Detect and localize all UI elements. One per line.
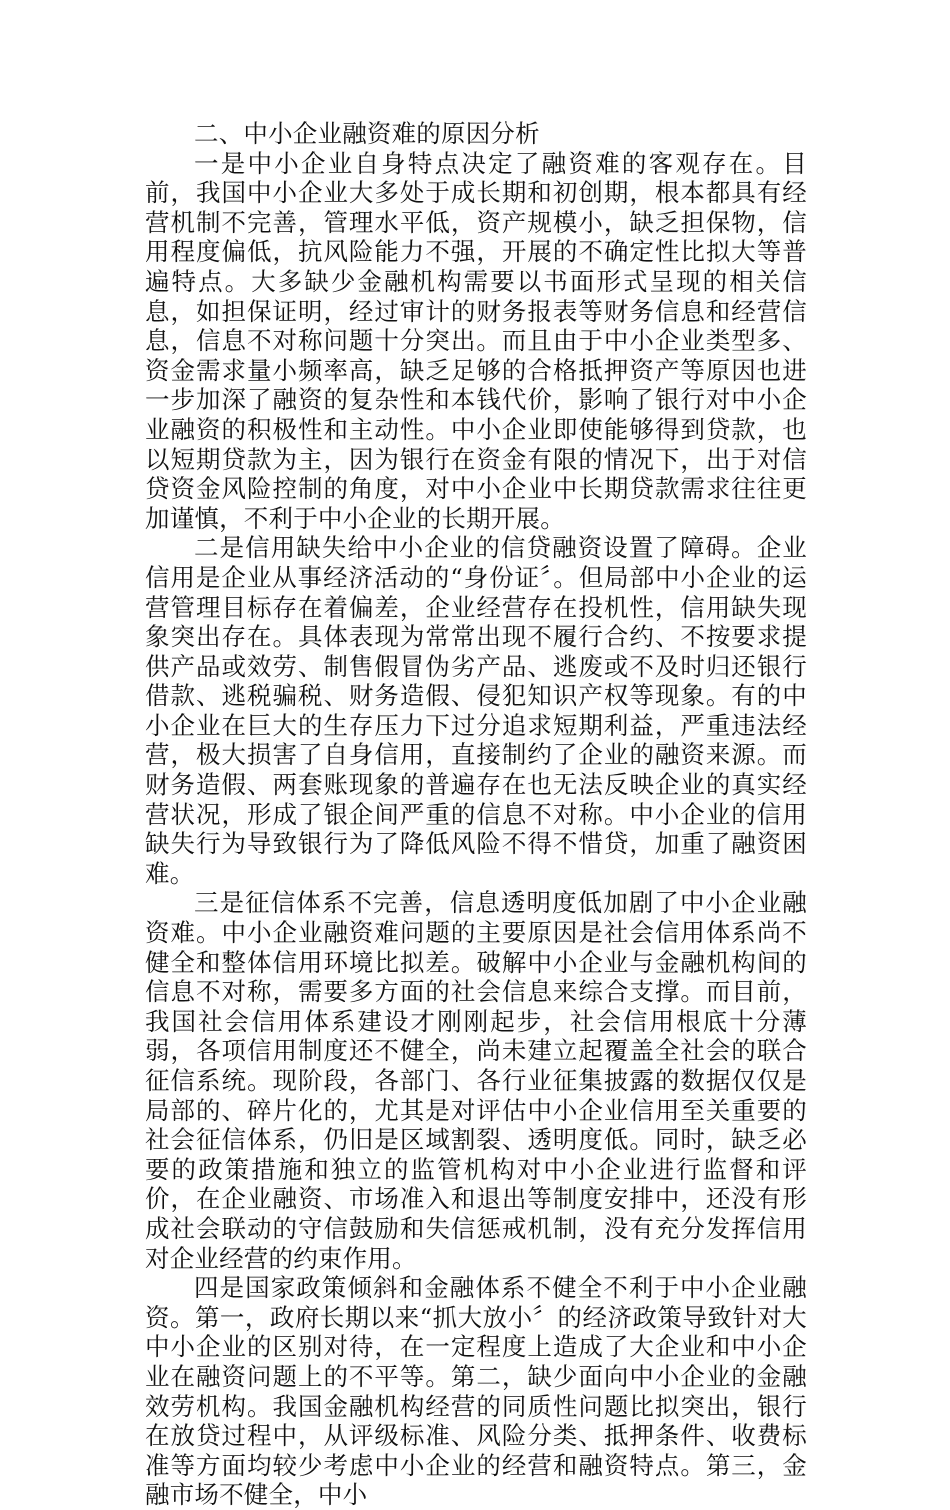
paragraph-2: 二是信用缺失给中小企业的信贷融资设置了障碍。企业信用是企业从事经济活动的“身份证〞。但局部中小企业的运营管理目标存在着偏差，企业经营存在投机性，信用缺失现象突出存在。具体表现为常常出现不履行合约、不按要求提供产品或效劳、制售假冒伪劣产品、逃废或不及时归还银行借款、逃税骗税、财务造假、侵犯知识产权等现象。有的中小企业在巨大的生存压力下过分追求短期利益，严重违法经营，极大损害了自身信用，直接制约了企业的融资来源。而财务造假、两套账现象的普遍存在也无法反映企业的真实经营状况，形成了银企间严重的信息不对称。中小企业的信用缺失行为导致银行为了降低风险不得不惜贷，加重了融资困难。 bbox=[145, 533, 807, 888]
section-heading: 二、中小企业融资难的原因分析 bbox=[194, 119, 540, 148]
paragraph-3: 三是征信体系不完善，信息透明度低加剧了中小企业融资难。中小企业融资难问题的主要原因是社会信用体系尚不健全和整体信用环境比拟差。破解中小企业与金融机构间的信息不对称，需要多方面的社会信息来综合支撑。而目前，我国社会信用体系建设才刚刚起步，社会信用根底十分薄弱，各项信用制度还不健全，尚未建立起覆盖全社会的联合征信系统。现阶段，各部门、各行业征集披露的数据仅仅是局部的、碎片化的，尤其是对评估中小企业信用至关重要的社会征信体系，仍旧是区域割裂、透明度低。同时，缺乏必要的政策措施和独立的监管机构对中小企业进行监督和评价，在企业融资、市场准入和退出等制度安排中，还没有形成社会联动的守信鼓励和失信惩戒机制，没有充分发挥信用对企业经营的约束作用。 bbox=[145, 888, 807, 1273]
document-body bbox=[145, 119, 807, 1510]
paragraph-4: 四是国家政策倾斜和金融体系不健全不利于中小企业融资。第一，政府长期以来“抓大放小〞的经济政策导致针对大中小企业的区别对待，在一定程度上造成了大企业和中小企业在融资问题上的不平等。第二，缺少面向中小企业的金融效劳机构。我国金融机构经营的同质性问题比拟突出，银行在放贷过程中，从评级标准、风险分类、抵押条件、收费标准等方面均较少考虑中小企业的经营和融资特点。第三，金融市场不健全，中小 bbox=[145, 1273, 807, 1510]
paragraph-1: 一是中小企业自身特点决定了融资难的客观存在。目前，我国中小企业大多处于成长期和初创期，根本都具有经营机制不完善，管理水平低，资产规模小，缺乏担保物，信用程度偏低，抗风险能力不强，开展的不确定性比拟大等普遍特点。大多缺少金融机构需要以书面形式呈现的相关信息，如担保证明，经过审计的财务报表等财务信息和经营信息，信息不对称问题十分突出。而且由于中小企业类型多、资金需求量小频率高，缺乏足够的合格抵押资产等原因也进一步加深了融资的复杂性和本钱代价，影响了银行对中小企业融资的积极性和主动性。中小企业即使能够得到贷款，也以短期贷款为主，因为银行在资金有限的情况下，出于对信贷资金风险控制的角度，对中小企业中长期贷款需求往往更加谨慎，不利于中小企业的长期开展。 bbox=[145, 148, 807, 533]
